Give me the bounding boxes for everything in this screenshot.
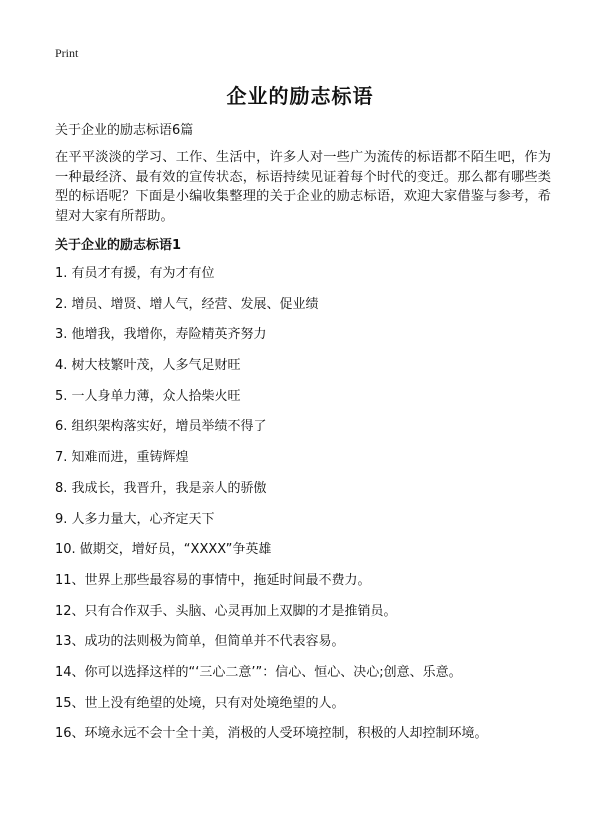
list-item (55, 726, 575, 757)
slogan-text: 14、你可以选择这样的“‘三心二意’”：信心、恒心、决心;创意、乐意。 (55, 664, 462, 680)
list-item (55, 665, 575, 696)
slogan-text: 5. 一人身单力薄，众人拾柴火旺 (55, 388, 241, 404)
list-item (55, 481, 575, 512)
slogan-text: 15、世上没有绝望的处境，只有对处境绝望的人。 (55, 695, 345, 711)
list-item (55, 297, 575, 328)
list-item (55, 358, 575, 389)
slogan-text: 2. 增员、增贤、增人气，经营、发展、促业绩 (55, 296, 319, 312)
slogan-text: 1. 有员才有援，有为才有位 (55, 266, 215, 281)
slogan-text: 10. 做期交，增好员，“XXXX”争英雄 (55, 542, 272, 558)
list-item (55, 266, 575, 297)
slogan-text: 8. 我成长，我晋升，我是亲人的骄傲 (55, 480, 267, 496)
list-item (55, 450, 575, 481)
slogan-text: 13、成功的法则极为简单，但简单并不代表容易。 (55, 634, 345, 650)
section-heading: 关于企业的励志标语1 (55, 238, 182, 253)
slogan-text: 6. 组织架构落实好，增员举绩不得了 (55, 419, 267, 435)
list-item (55, 604, 575, 635)
list-item (55, 327, 575, 358)
list-item (55, 634, 575, 665)
page-title: 企业的励志标语 (226, 84, 374, 108)
slogan-text: 9. 人多力量大，心齐定天下 (55, 511, 215, 527)
list-item (55, 512, 575, 543)
print-link[interactable]: Print (55, 46, 79, 60)
subtitle: 关于企业的励志标语6篇 (55, 123, 194, 138)
list-item (55, 419, 575, 450)
slogan-list (55, 266, 575, 757)
list-item (55, 573, 575, 604)
list-item (55, 389, 575, 420)
slogan-text: 11、世界上那些最容易的事情中，拖延时间最不费力。 (55, 572, 371, 588)
list-item (55, 542, 575, 573)
slogan-text: 3. 他增我，我增你，寿险精英齐努力 (55, 327, 267, 343)
list-item (55, 696, 575, 727)
slogan-text: 12、只有合作双手、头脑、心灵再加上双脚的才是推销员。 (55, 603, 397, 619)
slogan-text: 4. 树大枝繁叶茂，人多气足财旺 (55, 358, 241, 374)
intro-paragraph: 在平平淡淡的学习、工作、生活中，许多人对一些广为流传的标语都不陌生吧，作为一种最经济、最有效的宣传状态，标语持续见证着每个时代的变迁。那么都有哪些类型的标语呢？下面是小编收集整理的关于企业的励志标语，欢迎大家借鉴与参考，希望对大家有所帮助。 (55, 150, 551, 224)
slogan-text: 16、环境永远不会十全十美，消极的人受环境控制，积极的人却控制环境。 (55, 726, 488, 742)
slogan-text: 7. 知难而进，重铸辉煌 (55, 450, 189, 466)
